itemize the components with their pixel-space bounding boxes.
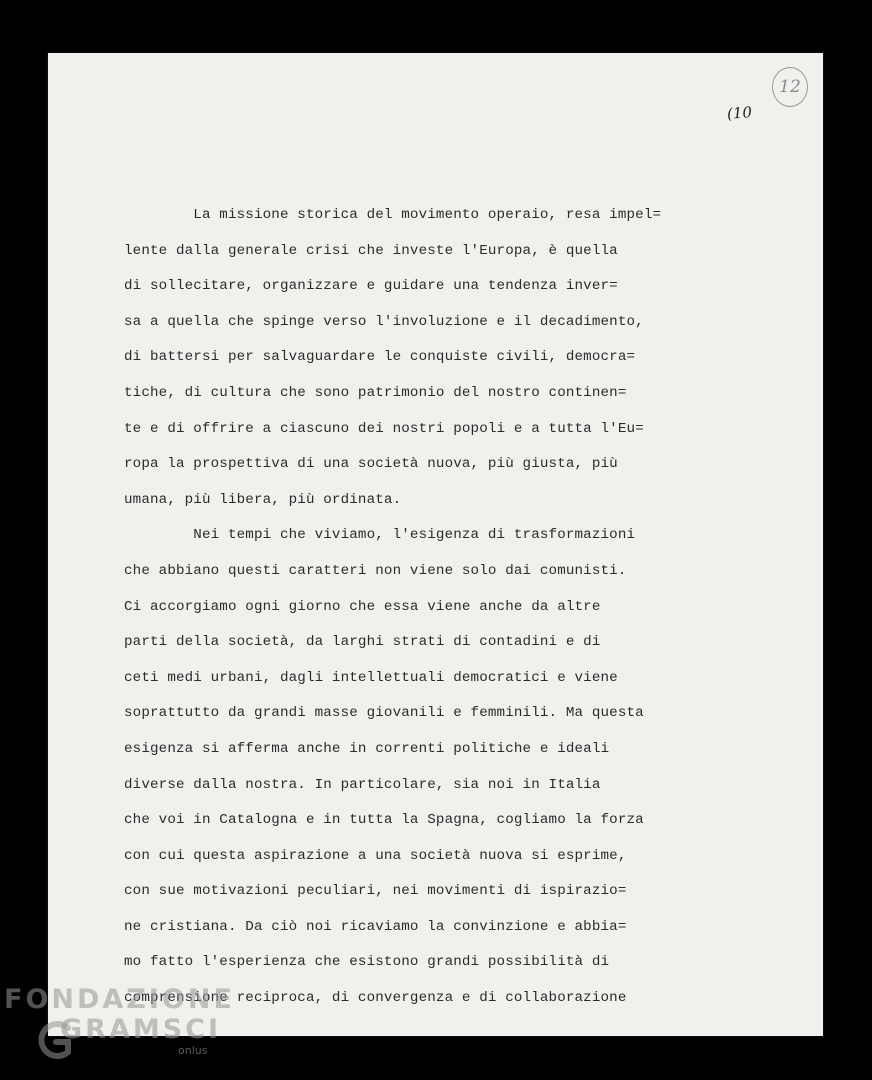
text-line: di sollecitare, organizzare e guidare una tendenza inver=: [124, 278, 618, 295]
text-line: con sue motivazioni peculiari, nei movimenti di ispirazio=: [124, 883, 627, 900]
watermark-line2: GRAMSCI: [60, 1014, 222, 1045]
text-line: ceti medi urbani, dagli intellettuali democratici e viene: [124, 669, 618, 686]
watermark-line1: FONDAZIONE: [4, 984, 235, 1015]
watermark-sub: onlus: [178, 1044, 208, 1057]
text-line: che abbiano questi caratteri non viene solo dai comunisti.: [124, 562, 627, 579]
typescript-body: [124, 198, 704, 1017]
text-line: di battersi per salvaguardare le conquiste civili, democra=: [124, 349, 636, 366]
text-line: che voi in Catalogna e in tutta la Spagna, cogliamo la forza: [124, 812, 644, 829]
text-line: Nei tempi che viviamo, l'esigenza di trasformazioni: [124, 527, 636, 544]
text-line: La missione storica del movimento operaio, resa impel=: [124, 207, 662, 223]
text-line: parti della società, da larghi strati di contadini e di: [124, 634, 601, 651]
text-line: esigenza si afferma anche in correnti politiche e ideali: [124, 740, 610, 757]
text-line: te e di offrire a ciascuno dei nostri popoli e a tutta l'Eu=: [124, 420, 644, 437]
circled-page-number: 12: [772, 67, 808, 107]
text-line: tiche, di cultura che sono patrimonio del nostro continen=: [124, 384, 627, 401]
text-line: lente dalla generale crisi che investe l'Europa, è quella: [124, 242, 618, 259]
text-line: ropa la prospettiva di una società nuova, più giusta, più: [124, 456, 618, 473]
text-line: Ci accorgiamo ogni giorno che essa viene anche da altre: [124, 598, 601, 615]
text-line: con cui questa aspirazione a una società nuova si esprime,: [124, 847, 627, 864]
text-line: soprattutto da grandi masse giovanili e femminili. Ma questa: [124, 705, 644, 722]
handwritten-page-number: (10: [726, 103, 753, 123]
text-line: comprensione reciproca, di convergenza e di collaborazione: [124, 990, 627, 1007]
text-line: ne cristiana. Da ciò noi ricaviamo la convinzione e abbia=: [124, 918, 627, 935]
text-line: diverse dalla nostra. In particolare, sia noi in Italia: [124, 776, 601, 793]
text-line: umana, più libera, più ordinata.: [124, 491, 402, 508]
text-line: mo fatto l'esperienza che esistono grandi possibilità di: [124, 954, 610, 971]
text-line: sa a quella che spinge verso l'involuzione e il decadimento,: [124, 313, 644, 330]
